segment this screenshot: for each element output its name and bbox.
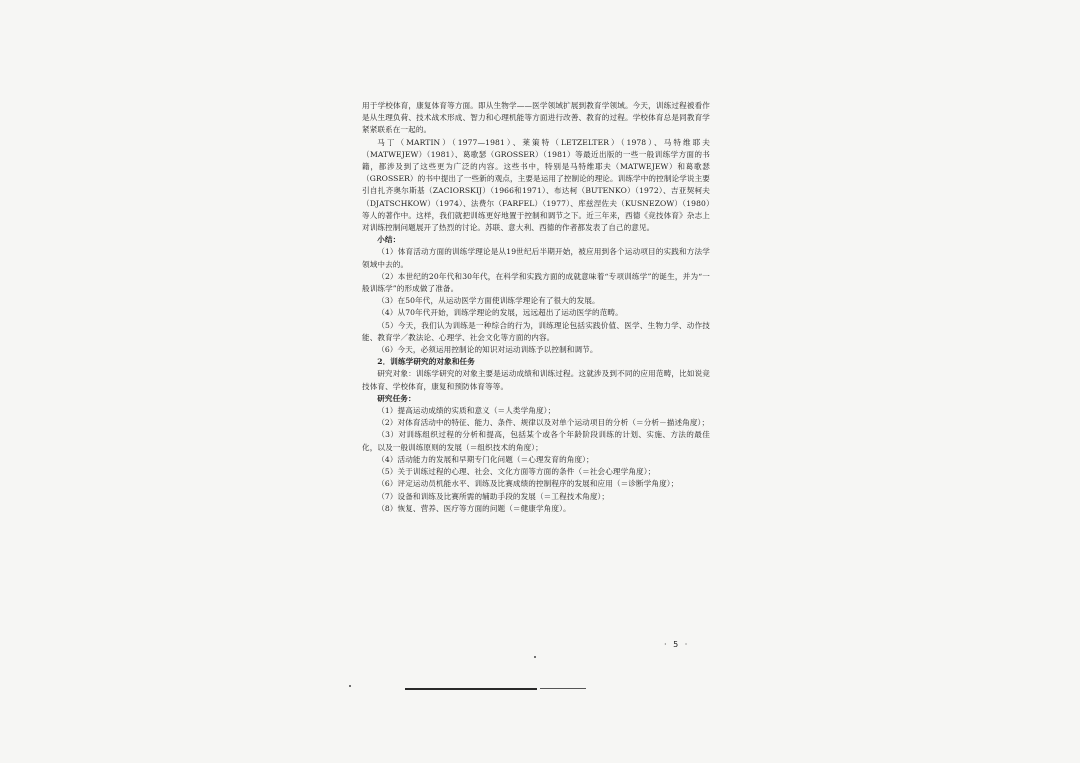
task-item-6: （6）评定运动员机能水平、训练及比赛成绩的控制程序的发展和应用（＝诊断学角度）；: [377, 479, 679, 489]
section-heading: 2．训练学研究的对象和任务: [377, 357, 475, 367]
summary-item-6: （6）今天，必须运用控制论的知识对运动训练予以控制和调节。: [377, 345, 598, 355]
task-item-8: （8）恢复、营养、医疗等方面的问题（＝健康学角度）。: [377, 503, 571, 513]
scan-artifact-rule: [405, 688, 537, 690]
task-item-1: （1）提高运动成绩的实质和意义（＝人类学角度）；: [377, 406, 556, 416]
task-item-5: （5）关于训练过程的心理、社会、文化方面等方面的条件（＝社会心理学角度）；: [377, 467, 656, 477]
task-item-3: （3）对训练组织过程的分析和提高，包括某个或各个年龄阶段训练的计划、实施、方法的最佳化，以及一般训练原则的发展（＝组织技术的角度）；: [362, 430, 710, 452]
task-item-7: （7）设备和训练及比赛所需的辅助手段的发展（＝工程技术角度）；: [377, 491, 610, 501]
summary-item-2: （2）本世纪的20年代和30年代，在科学和实践方面的成就意味着“专项训练学”的诞生，并为“一般训练学”的形成做了准备。: [362, 271, 710, 294]
paragraph-authors: 马丁（MARTIN）（1977—1981）、莱策特（LETZELTER）（1978）、马特维耶夫（MATWEJEW）（1981）、葛歌瑟（GROSSER）（1981）等最近出版的一些一般训练学方面的书籍，都涉及到了这些更为广泛的内容。这些书中，特别是马特维耶夫（MATWEJEW）和葛歌瑟（GROSSER）的书中提出了一些新的观点，主要是运用了控制论的理论。训练学中的控制论学说主要引自扎齐奥尔斯基（ZACIORSKIJ）（1966和1971）、布达柯（BUTENKO）（1972）、吉亚契柯夫（DJATSCHKOW）（1974）、法费尔（FARFEL）（1977）、库兹涅佐夫（KUSNEZOW）（1980）等人的著作中。这样，我们就把训练更好地置于控制和调节之下。近三年来，西德《竞技体育》杂志上对训练控制问题展开了热烈的讨论。苏联、意大利、西德的作者都发表了自己的意见。: [362, 137, 710, 233]
body-text: [362, 100, 710, 515]
task-item-2: （2）对体育活动中的特征、能力、条件、规律以及对单个运动项目的分析（＝分析－描述角度）；: [377, 418, 710, 428]
task-item-4: （4）活动能力的发展和早期专门化问题（＝心理发育的角度）；: [377, 454, 594, 464]
scan-artifact-rule-short: [540, 688, 586, 689]
scan-artifact-dot: [534, 656, 536, 658]
page-number: · 5 ·: [664, 640, 690, 649]
summary-item-5: （5）今天，我们认为训练是一种综合的行为，训练理论包括实践价值、医学、生物力学、动作技能、教育学／教法论、心理学、社会文化等方面的内容。: [362, 320, 710, 342]
summary-item-4: （4）从70年代开始，训练学理论的发展，远远超出了运动医学的范畴。: [377, 308, 623, 318]
research-object: 研究对象：训练学研究的对象主要是运动成绩和训练过程。这就涉及到不同的应用范畴，比如说竞技体育、学校体育，康复和预防体育等等。: [362, 369, 710, 391]
paragraph-intro: 用于学校体育，康复体育等方面。即从生物学——医学领域扩展到教育学领域。今天，训练过程被看作是从生理负荷、技术战术形成、智力和心理机能等方面进行改善、教育的过程。学校体育总是同教育学紧紧联系在一起的。: [362, 101, 710, 135]
scan-artifact-dot: [349, 685, 351, 687]
summary-item-3: （3）在50年代，从运动医学方面使训练学理论有了很大的发展。: [377, 296, 600, 306]
summary-item-1: （1）体育活动方面的训练学理论是从19世纪后半期开始，被应用到各个运动项目的实践和方法学领域中去的。: [362, 247, 710, 269]
research-tasks-heading: 研究任务：: [377, 393, 416, 403]
summary-heading: 小结：: [377, 235, 401, 245]
